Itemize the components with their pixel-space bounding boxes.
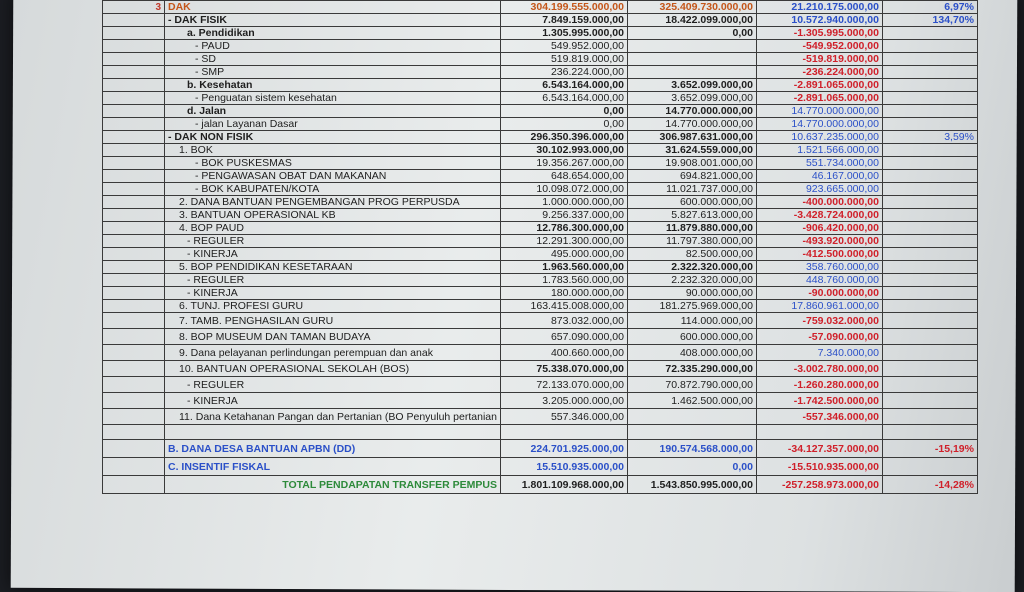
percent-cell xyxy=(882,92,977,105)
difference-cell: -1.742.500.000,00 xyxy=(756,393,882,409)
value-2020-cell: 600.000.000,00 xyxy=(627,329,756,345)
row-label-cell: d. Jalan xyxy=(165,105,501,118)
difference-cell xyxy=(756,425,882,440)
table-row xyxy=(103,183,978,196)
percent-cell xyxy=(882,345,977,361)
value-2019-cell: 15.510.935.000,00 xyxy=(500,458,627,476)
difference-cell: 448.760.000,00 xyxy=(756,274,882,287)
table-row xyxy=(103,14,978,27)
row-label-cell: 7. TAMB. PENGHASILAN GURU xyxy=(165,313,501,329)
table-row xyxy=(103,248,978,261)
value-2019-cell: 12.291.300.000,00 xyxy=(500,235,627,248)
table-row xyxy=(103,1,978,14)
percent-cell xyxy=(882,313,977,329)
difference-cell: 358.760.000,00 xyxy=(756,261,882,274)
value-2019-cell: 1.963.560.000,00 xyxy=(500,261,627,274)
value-2020-cell: 1.462.500.000,00 xyxy=(627,393,756,409)
row-number-cell xyxy=(103,329,165,345)
row-number-cell xyxy=(103,458,165,476)
value-2019-cell: 495.000.000,00 xyxy=(500,248,627,261)
percent-cell xyxy=(882,222,977,235)
value-2019-cell: 1.305.995.000,00 xyxy=(500,27,627,40)
percent-cell xyxy=(882,235,977,248)
difference-cell: -90.000.000,00 xyxy=(756,287,882,300)
row-label-cell: 11. Dana Ketahanan Pangan dan Pertanian (BO Penyuluh pertanian xyxy=(165,409,501,425)
row-number-cell xyxy=(103,222,165,235)
percent-cell xyxy=(882,196,977,209)
value-2019-cell: 6.543.164.000,00 xyxy=(500,92,627,105)
row-label-cell: - SMP xyxy=(165,66,501,79)
value-2019-cell: 657.090.000,00 xyxy=(500,329,627,345)
table-row xyxy=(103,105,978,118)
percent-cell xyxy=(882,209,977,222)
row-number-cell xyxy=(103,361,165,377)
percent-cell xyxy=(882,393,977,409)
table-row xyxy=(103,92,978,105)
difference-cell: 7.340.000,00 xyxy=(756,345,882,361)
row-label-cell: - BOK KABUPATEN/KOTA xyxy=(165,183,501,196)
difference-cell: -236.224.000,00 xyxy=(756,66,882,79)
value-2019-cell: 19.356.267.000,00 xyxy=(500,157,627,170)
difference-cell: -3.002.780.000,00 xyxy=(756,361,882,377)
value-2019-cell: 180.000.000,00 xyxy=(500,287,627,300)
row-label-cell: 9. Dana pelayanan perlindungan perempuan dan anak xyxy=(165,345,501,361)
value-2020-cell: 0,00 xyxy=(627,27,756,40)
difference-cell: 1.521.566.000,00 xyxy=(756,144,882,157)
table-row xyxy=(103,329,978,345)
table-row xyxy=(103,196,978,209)
table-row xyxy=(103,274,978,287)
value-2020-cell: 82.500.000,00 xyxy=(627,248,756,261)
value-2020-cell: 72.335.290.000,00 xyxy=(627,361,756,377)
row-number-cell xyxy=(103,105,165,118)
table-row xyxy=(103,53,978,66)
percent-cell xyxy=(882,425,977,440)
difference-cell: -412.500.000,00 xyxy=(756,248,882,261)
value-2020-cell: 11.021.737.000,00 xyxy=(627,183,756,196)
percent-cell xyxy=(882,118,977,131)
row-label-cell: 1. BOK xyxy=(165,144,501,157)
row-number-cell xyxy=(103,92,165,105)
row-number-cell xyxy=(103,476,165,494)
difference-cell: -1.305.995.000,00 xyxy=(756,27,882,40)
percent-cell: 134,70% xyxy=(882,14,977,27)
value-2020-cell: 3.652.099.000,00 xyxy=(627,92,756,105)
row-label-cell: 8. BOP MUSEUM DAN TAMAN BUDAYA xyxy=(165,329,501,345)
row-label-cell: - KINERJA xyxy=(165,248,501,261)
row-number-cell xyxy=(103,313,165,329)
difference-cell: 21.210.175.000,00 xyxy=(756,1,882,14)
value-2019-cell: 648.654.000,00 xyxy=(500,170,627,183)
value-2020-cell: 2.322.320.000,00 xyxy=(627,261,756,274)
value-2019-cell xyxy=(500,425,627,440)
row-label-cell: - REGULER xyxy=(165,274,501,287)
table-row xyxy=(103,425,978,440)
difference-cell: -1.260.280.000,00 xyxy=(756,377,882,393)
table-row xyxy=(103,361,978,377)
difference-cell: 923.665.000,00 xyxy=(756,183,882,196)
table-row xyxy=(103,27,978,40)
difference-cell: 17.860.961.000,00 xyxy=(756,300,882,313)
table-row xyxy=(103,118,978,131)
value-2019-cell: 6.543.164.000,00 xyxy=(500,79,627,92)
value-2019-cell: 873.032.000,00 xyxy=(500,313,627,329)
row-number-cell xyxy=(103,440,165,458)
value-2019-cell: 1.783.560.000,00 xyxy=(500,274,627,287)
value-2020-cell: 600.000.000,00 xyxy=(627,196,756,209)
table-row xyxy=(103,440,978,458)
difference-cell: 46.167.000,00 xyxy=(756,170,882,183)
percent-cell xyxy=(882,377,977,393)
value-2020-cell: 114.000.000,00 xyxy=(627,313,756,329)
row-number-cell xyxy=(103,14,165,27)
row-label-cell: b. Kesehatan xyxy=(165,79,501,92)
row-label-cell: 3. BANTUAN OPERASIONAL KB xyxy=(165,209,501,222)
value-2020-cell: 190.574.568.000,00 xyxy=(627,440,756,458)
row-number-cell xyxy=(103,196,165,209)
budget-table xyxy=(102,0,978,494)
percent-cell xyxy=(882,40,977,53)
percent-cell xyxy=(882,79,977,92)
difference-cell: -519.819.000,00 xyxy=(756,53,882,66)
row-number-cell xyxy=(103,27,165,40)
row-label-cell: 2. DANA BANTUAN PENGEMBANGAN PROG PERPUSDA xyxy=(165,196,501,209)
difference-cell: -906.420.000,00 xyxy=(756,222,882,235)
row-label-cell: - PENGAWASAN OBAT DAN MAKANAN xyxy=(165,170,501,183)
value-2020-cell: 14.770.000.000,00 xyxy=(627,105,756,118)
percent-cell xyxy=(882,458,977,476)
value-2020-cell: 2.232.320.000,00 xyxy=(627,274,756,287)
row-number-cell xyxy=(103,183,165,196)
row-label-cell xyxy=(165,425,501,440)
row-label-cell: B. DANA DESA BANTUAN APBN (DD) xyxy=(165,440,501,458)
difference-cell: -34.127.357.000,00 xyxy=(756,440,882,458)
table-row xyxy=(103,409,978,425)
difference-cell: -15.510.935.000,00 xyxy=(756,458,882,476)
percent-cell: -15,19% xyxy=(882,440,977,458)
table-row xyxy=(103,79,978,92)
value-2019-cell: 549.952.000,00 xyxy=(500,40,627,53)
value-2020-cell: 0,00 xyxy=(627,458,756,476)
percent-cell xyxy=(882,66,977,79)
value-2019-cell: 296.350.396.000,00 xyxy=(500,131,627,144)
row-number-cell xyxy=(103,235,165,248)
percent-cell: -14,28% xyxy=(882,476,977,494)
row-number-cell xyxy=(103,144,165,157)
row-number-cell xyxy=(103,425,165,440)
value-2019-cell: 75.338.070.000,00 xyxy=(500,361,627,377)
percent-cell xyxy=(882,27,977,40)
row-number-cell xyxy=(103,300,165,313)
percent-cell xyxy=(882,329,977,345)
percent-cell: 3,59% xyxy=(882,131,977,144)
row-label-cell: - SD xyxy=(165,53,501,66)
value-2019-cell: 10.098.072.000,00 xyxy=(500,183,627,196)
value-2020-cell: 408.000.000,00 xyxy=(627,345,756,361)
row-label-cell: C. INSENTIF FISKAL xyxy=(165,458,501,476)
value-2019-cell: 30.102.993.000,00 xyxy=(500,144,627,157)
value-2020-cell xyxy=(627,425,756,440)
row-label-cell: - REGULER xyxy=(165,377,501,393)
value-2020-cell: 19.908.001.000,00 xyxy=(627,157,756,170)
difference-cell: -57.090.000,00 xyxy=(756,329,882,345)
value-2020-cell xyxy=(627,409,756,425)
row-label-cell: - REGULER xyxy=(165,235,501,248)
difference-cell: 10.572.940.000,00 xyxy=(756,14,882,27)
row-number-cell xyxy=(103,66,165,79)
percent-cell xyxy=(882,287,977,300)
difference-cell: 14.770.000.000,00 xyxy=(756,118,882,131)
difference-cell: -549.952.000,00 xyxy=(756,40,882,53)
value-2020-cell xyxy=(627,53,756,66)
difference-cell: 10.637.235.000,00 xyxy=(756,131,882,144)
percent-cell xyxy=(882,261,977,274)
value-2019-cell: 12.786.300.000,00 xyxy=(500,222,627,235)
row-number-cell xyxy=(103,274,165,287)
row-number-cell xyxy=(103,157,165,170)
value-2019-cell: 7.849.159.000,00 xyxy=(500,14,627,27)
table-row xyxy=(103,157,978,170)
value-2019-cell: 236.224.000,00 xyxy=(500,66,627,79)
difference-cell: 14.770.000.000,00 xyxy=(756,105,882,118)
row-label-cell: - DAK NON FISIK xyxy=(165,131,501,144)
row-number-cell xyxy=(103,209,165,222)
row-label-cell: - KINERJA xyxy=(165,393,501,409)
row-number-cell xyxy=(103,345,165,361)
table-row xyxy=(103,144,978,157)
table-row xyxy=(103,131,978,144)
value-2020-cell: 325.409.730.000,00 xyxy=(627,1,756,14)
value-2020-cell: 18.422.099.000,00 xyxy=(627,14,756,27)
row-number-cell xyxy=(103,393,165,409)
percent-cell xyxy=(882,170,977,183)
value-2020-cell: 90.000.000,00 xyxy=(627,287,756,300)
value-2020-cell xyxy=(627,66,756,79)
row-number-cell xyxy=(103,53,165,66)
percent-cell xyxy=(882,409,977,425)
row-label-cell: - DAK FISIK xyxy=(165,14,501,27)
difference-cell: -759.032.000,00 xyxy=(756,313,882,329)
difference-cell: -400.000.000,00 xyxy=(756,196,882,209)
value-2019-cell: 1.000.000.000,00 xyxy=(500,196,627,209)
row-label-cell: - Penguatan sistem kesehatan xyxy=(165,92,501,105)
row-label-cell: TOTAL PENDAPATAN TRANSFER PEMPUS xyxy=(165,476,501,494)
value-2020-cell: 306.987.631.000,00 xyxy=(627,131,756,144)
row-label-cell: 5. BOP PENDIDIKAN KESETARAAN xyxy=(165,261,501,274)
table-row xyxy=(103,170,978,183)
row-number-cell xyxy=(103,261,165,274)
percent-cell xyxy=(882,300,977,313)
row-label-cell: - jalan Layanan Dasar xyxy=(165,118,501,131)
row-label-cell: - KINERJA xyxy=(165,287,501,300)
value-2019-cell: 557.346.000,00 xyxy=(500,409,627,425)
difference-cell: -557.346.000,00 xyxy=(756,409,882,425)
table-row xyxy=(103,235,978,248)
percent-cell xyxy=(882,361,977,377)
table-row xyxy=(103,209,978,222)
table-row xyxy=(103,476,978,494)
value-2020-cell: 31.624.559.000,00 xyxy=(627,144,756,157)
difference-cell: -493.920.000,00 xyxy=(756,235,882,248)
table-row xyxy=(103,300,978,313)
row-label-cell: - BOK PUSKESMAS xyxy=(165,157,501,170)
value-2020-cell: 11.879.880.000,00 xyxy=(627,222,756,235)
table-row xyxy=(103,222,978,235)
value-2020-cell: 11.797.380.000,00 xyxy=(627,235,756,248)
value-2020-cell: 181.275.969.000,00 xyxy=(627,300,756,313)
row-number-cell xyxy=(103,248,165,261)
difference-cell: -3.428.724.000,00 xyxy=(756,209,882,222)
row-label-cell: 10. BANTUAN OPERASIONAL SEKOLAH (BOS) xyxy=(165,361,501,377)
value-2019-cell: 9.256.337.000,00 xyxy=(500,209,627,222)
row-number-cell xyxy=(103,131,165,144)
table-row xyxy=(103,458,978,476)
percent-cell xyxy=(882,248,977,261)
value-2019-cell: 72.133.070.000,00 xyxy=(500,377,627,393)
row-label-cell: a. Pendidikan xyxy=(165,27,501,40)
row-label-cell: - PAUD xyxy=(165,40,501,53)
row-number-cell xyxy=(103,118,165,131)
value-2020-cell xyxy=(627,40,756,53)
row-label-cell: DAK xyxy=(165,1,501,14)
value-2020-cell: 3.652.099.000,00 xyxy=(627,79,756,92)
table-row xyxy=(103,393,978,409)
percent-cell: 6,97% xyxy=(882,1,977,14)
value-2019-cell: 163.415.008.000,00 xyxy=(500,300,627,313)
table-row xyxy=(103,40,978,53)
row-label-cell: 4. BOP PAUD xyxy=(165,222,501,235)
difference-cell: -2.891.065.000,00 xyxy=(756,92,882,105)
value-2019-cell: 224.701.925.000,00 xyxy=(500,440,627,458)
percent-cell xyxy=(882,144,977,157)
table-row xyxy=(103,287,978,300)
table-row xyxy=(103,261,978,274)
value-2020-cell: 5.827.613.000,00 xyxy=(627,209,756,222)
table-row xyxy=(103,377,978,393)
percent-cell xyxy=(882,183,977,196)
percent-cell xyxy=(882,53,977,66)
value-2019-cell: 304.199.555.000,00 xyxy=(500,1,627,14)
value-2019-cell: 519.819.000,00 xyxy=(500,53,627,66)
percent-cell xyxy=(882,157,977,170)
difference-cell: -257.258.973.000,00 xyxy=(756,476,882,494)
table-row xyxy=(103,345,978,361)
row-number-cell xyxy=(103,409,165,425)
value-2019-cell: 0,00 xyxy=(500,105,627,118)
row-number-cell xyxy=(103,377,165,393)
row-number-cell xyxy=(103,287,165,300)
row-number-cell xyxy=(103,79,165,92)
table-row xyxy=(103,66,978,79)
value-2020-cell: 70.872.790.000,00 xyxy=(627,377,756,393)
row-number-cell: 3 xyxy=(103,1,165,14)
value-2020-cell: 694.821.000,00 xyxy=(627,170,756,183)
value-2020-cell: 14.770.000.000,00 xyxy=(627,118,756,131)
percent-cell xyxy=(882,105,977,118)
value-2019-cell: 3.205.000.000,00 xyxy=(500,393,627,409)
difference-cell: 551.734.000,00 xyxy=(756,157,882,170)
value-2019-cell: 1.801.109.968.000,00 xyxy=(500,476,627,494)
row-label-cell: 6. TUNJ. PROFESI GURU xyxy=(165,300,501,313)
value-2019-cell: 400.660.000,00 xyxy=(500,345,627,361)
table-body xyxy=(103,1,978,494)
value-2020-cell: 1.543.850.995.000,00 xyxy=(627,476,756,494)
row-number-cell xyxy=(103,40,165,53)
difference-cell: -2.891.065.000,00 xyxy=(756,79,882,92)
percent-cell xyxy=(882,274,977,287)
table-row xyxy=(103,313,978,329)
row-number-cell xyxy=(103,170,165,183)
value-2019-cell: 0,00 xyxy=(500,118,627,131)
